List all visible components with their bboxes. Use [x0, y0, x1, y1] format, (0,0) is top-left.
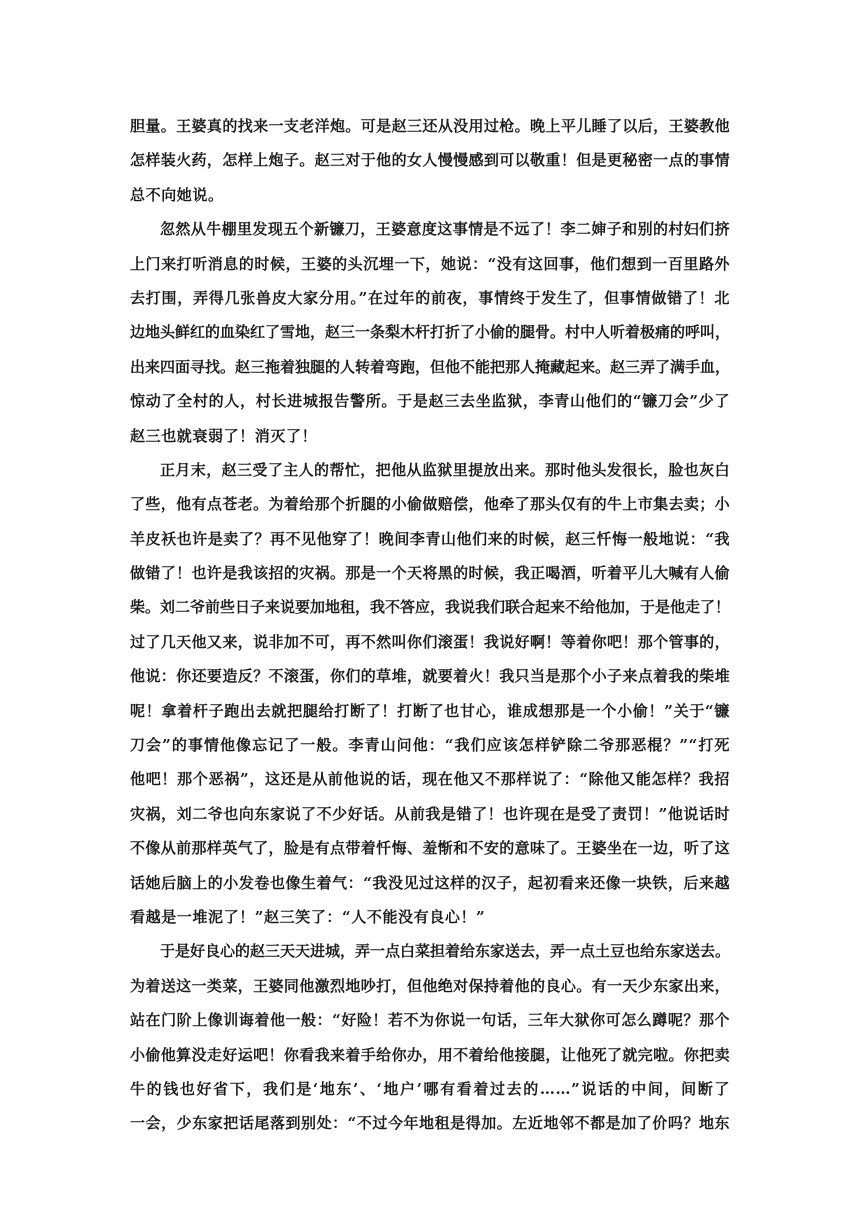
text-line: 他说：你还要造反？不滚蛋，你们的草堆，就要着火！我只当是那个小子来点着我的柴堆 [130, 667, 730, 686]
text-line: 话她后脑上的小发卷也像生着气：“我没见过这样的汉子，起初看来还像一块铁，后来越 [130, 873, 730, 892]
text-line: 惊动了全村的人，村长进城报告警所。于是赵三去坐监狱，李青山他们的“镰刀会”少了 [130, 392, 730, 411]
text-line: 他吧！那个恶祸”，这还是从前他说的话，现在他又不那样说了：“除他又能怎样？我招 [130, 770, 730, 789]
text-line: 去打围，弄得几张兽皮大家分用。”在过年的前夜，事情终于发生了，但事情做错了！北 [130, 288, 730, 307]
text-line: 刀会”的事情他像忘记了一般。李青山问他：“我们应该怎样铲除二爷那恶棍？”“打死 [130, 736, 730, 755]
text-line: 柴。刘二爷前些日子来说要加地租，我不答应，我说我们联合起来不给他加，于是他走了！ [130, 598, 731, 617]
text-line: 一会，少东家把话尾落到别处：“不过今年地租是得加。左近地邻不都是加了价吗？地东 [130, 1114, 730, 1133]
paragraph-start-line: 正月末，赵三受了主人的帮忙，把他从监狱里提放出来。那时他头发很长，脸也灰白 [160, 460, 730, 479]
text-line: 上门来打听消息的时候，王婆的头沉埋一下，她说：“没有这回事，他们想到一百里路外 [130, 254, 730, 273]
body-text [130, 109, 730, 1141]
text-line: 不像从前那样英气了，脸是有点带着忏悔、羞惭和不安的意味了。王婆坐在一边，听了这 [130, 839, 730, 858]
text-line: 为着送这一类菜，王婆同他激烈地吵打，但他绝对保持着他的良心。有一天少东家出来， [130, 976, 730, 995]
text-line: 总不向她说。 [130, 185, 224, 204]
text-line: 小偷他算没走好运吧！你看我来着手给你办，用不着给他接腿，让他死了就完啦。你把卖 [130, 1045, 730, 1064]
text-line: 看越是一堆泥了！”赵三笑了：“人不能没有良心！” [130, 907, 486, 926]
paragraph-start-line: 忽然从牛棚里发现五个新镰刀，王婆意度这事情是不远了！李二婶子和别的村妇们挤 [160, 220, 730, 239]
text-line: 边地头鲜红的血染红了雪地，赵三一条梨木杆打折了小偷的腿骨。村中人听着极痛的呼叫， [130, 323, 731, 342]
text-line: 怎样装火药，怎样上炮子。赵三对于他的女人慢慢感到可以敬重！但是更秘密一点的事情 [130, 151, 730, 170]
text-line: 过了几天他又来，说非加不可，再不然叫你们滚蛋！我说好啊！等着你吧！那个管事的， [130, 632, 730, 651]
text-line: 牛的钱也好省下，我们是‘地东’、‘地户’哪有看着过去的……”说话的中间，间断了 [130, 1079, 730, 1098]
text-line: 灾祸，刘二爷也向东家说了不少好话。从前我是错了！也许现在是受了责罚！”他说话时 [130, 804, 730, 823]
text-line: 胆量。王婆真的找来一支老洋炮。可是赵三还从没用过枪。晚上平儿睡了以后，王婆教他 [130, 117, 730, 135]
paragraph-start-line: 于是好良心的赵三天天进城，弄一点白菜担着给东家送去，弄一点土豆也给东家送去。 [160, 942, 731, 961]
text-line: 赵三也就衰弱了！消灭了！ [130, 426, 318, 445]
text-line: 做错了！也许是我该招的灾祸。那是一个天将黑的时候，我正喝酒，听着平儿大喊有人偷 [130, 564, 730, 583]
text-line: 呢！拿着杆子跑出去就把腿给打断了！打断了也甘心，谁成想那是一个小偷！”关于“镰 [130, 701, 730, 720]
text-line: 出来四面寻找。赵三拖着独腿的人转着弯跑，但他不能把那人掩藏起来。赵三弄了满手血， [130, 357, 731, 376]
text-line: 了些，他有点苍老。为着给那个折腿的小偷做赔偿，他牵了那头仅有的牛上市集去卖；小 [130, 495, 730, 514]
text-line: 羊皮袄也许是卖了？再不见他穿了！晚间李青山他们来的时候，赵三忏悔一般地说：“我 [130, 529, 730, 548]
text-line: 站在门阶上像训诲着他一般：“好险！若不为你说一句话，三年大狱你可怎么蹲呢？那个 [130, 1011, 730, 1030]
